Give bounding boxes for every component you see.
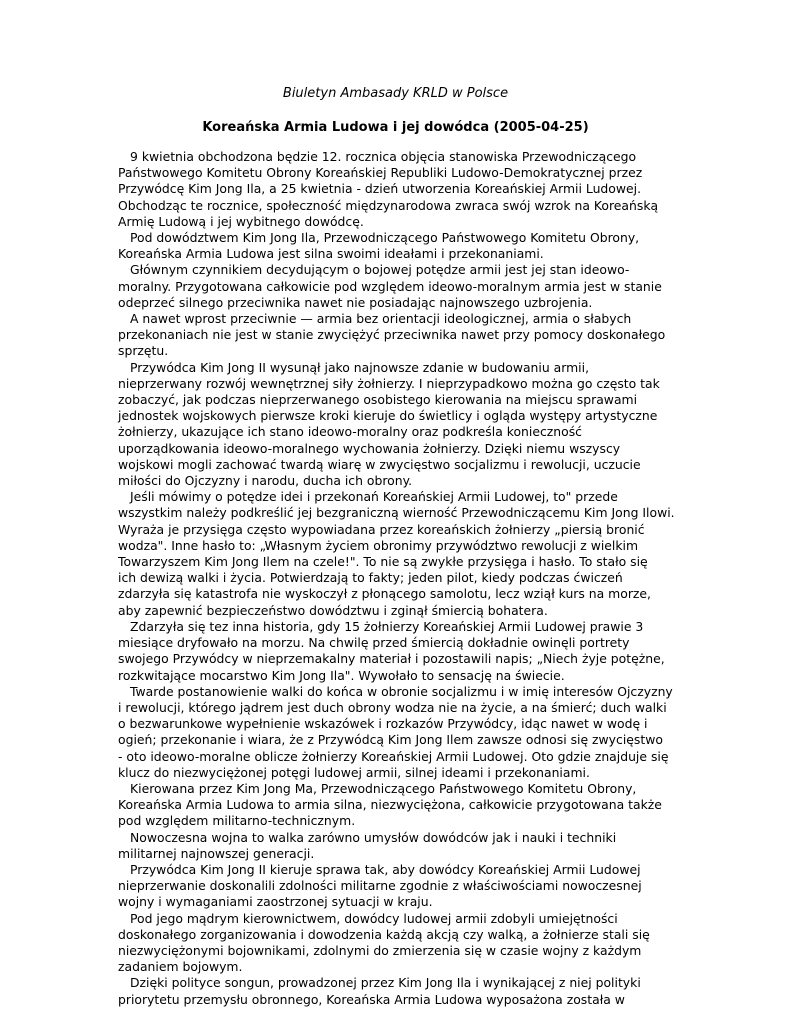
text-line: priorytetu przemysłu obronnego, Koreańska Armia Ludowa wyposażona została w xyxy=(118,991,625,1007)
text-line: klucz do niezwyciężonej potęgi ludowej armii, silnej ideami i przekonaniami. xyxy=(118,764,590,780)
text-line: miłości do Ojczyzny i narodu, ducha ich obrony. xyxy=(118,473,413,489)
text-line: wojny i wymaganiami zaostrzonej sytuacji w kraju. xyxy=(118,894,433,910)
text-line: Przywódca Kim Jong II wysunął jako najnowsze zdanie w budowaniu armii, xyxy=(130,359,590,375)
document-header: Biuletyn Ambasady KRLD w Polsce xyxy=(282,86,509,101)
text-line: swojego Przywódcy w nieprzemakalny materiał i pozostawili napis; „Niech żyje potężne, xyxy=(118,651,665,667)
text-line: - oto ideowo-moralne oblicze żołnierzy Koreańskiej Armii Ludowej. Oto gdzie znajduje się xyxy=(118,748,669,764)
paragraph xyxy=(118,830,686,862)
text-line: Głównym czynnikiem decydującym o bojowej potędze armii jest jej stan ideowo- xyxy=(130,262,630,278)
paragraph xyxy=(118,489,686,619)
text-line: Wyraża je przysięga często wypowiadana przez koreańskich żołnierzy „piersią bronić xyxy=(118,521,645,537)
text-line: uporządkowania ideowo-moralnego wychowania żołnierzy. Dzięki niemu wszyscy xyxy=(118,440,621,456)
text-line: nieprzerwanie doskonalili zdolności militarne zgodnie z właściwościami nowoczesnej xyxy=(118,878,642,894)
text-line: wojskowi mogli zachować twardą wiarę w zwycięstwo socjalizmu i rewolucji, uczucie xyxy=(118,456,641,472)
paragraph xyxy=(118,862,686,911)
text-line: Przywódcę Kim Jong Ila, a 25 kwietnia - dzień utworzenia Koreańskiej Armii Ludowej. xyxy=(118,181,642,197)
text-line: rozkwitające mocarstwo Kim Jong Ila". Wywołało to sensację na świecie. xyxy=(118,667,565,683)
text-line: nieprzerwany rozwój wewnętrznej siły żołnierzy. I nieprzypadkowo można go często tak xyxy=(118,375,660,391)
text-line: i rewolucji, którego jądrem jest duch obrony wodza nie na życie, a na śmierć; duch walki xyxy=(118,699,667,715)
text-line: Koreańska Armia Ludowa jest silna swoimi ideałami i przekonaniami. xyxy=(118,246,544,262)
text-line: Dzięki polityce songun, prowadzonej przez Kim Jong Ila i wynikającej z niej polityki xyxy=(130,975,641,991)
text-line: Kierowana przez Kim Jong Ma, Przewodniczącego Państwowego Komitetu Obrony, xyxy=(130,780,637,796)
paragraph xyxy=(118,262,686,311)
text-line: o bezwarunkowe wypełnienie wskazówek i rozkazów Przywódcy, idąc nawet w wodę i xyxy=(118,716,648,732)
text-line: A nawet wprost przeciwnie — armia bez orientacji ideologicznej, armia o słabych xyxy=(130,311,632,327)
text-line: militarnej najnowszej generacji. xyxy=(118,845,315,861)
text-line: ich dewizą walki i życia. Potwierdzają to fakty; jeden pilot, kiedy podczas ćwiczeń xyxy=(118,570,623,586)
document-title: Koreańska Armia Ludowa i jej dowódca (2005-04-25) xyxy=(202,120,589,135)
text-line: wodza". Inne hasło to: „Własnym życiem obronimy przywództwo rewolucji z wielkim xyxy=(118,537,639,553)
text-line: jednostek wojskowych pierwsze kroki kieruje do świetlicy i ogląda występy artystyczne xyxy=(118,408,658,424)
text-line: Pod dowództwem Kim Jong Ila, Przewodniczącego Państwowego Komitetu Obrony, xyxy=(130,230,640,246)
text-line: Obchodząc te rocznice, społeczność międzynarodowa zwraca swój wzrok na Koreańską xyxy=(118,197,659,213)
text-line: zdarzyła się katastrofa nie wyskoczył z płonącego samolotu, lecz wziął kurs na morze, xyxy=(118,586,651,602)
text-line: odeprzeć silnego przeciwnika nawet nie posiadając najnowszego uzbrojenia. xyxy=(118,294,593,310)
text-line: Twarde postanowienie walki do końca w obronie socjalizmu i w imię interesów Ojczyzny xyxy=(130,683,673,699)
paragraph xyxy=(118,619,686,684)
paragraph xyxy=(118,360,686,490)
document-body xyxy=(118,149,686,1008)
paragraph xyxy=(118,781,686,830)
text-line: Pod jego mądrym kierownictwem, dowódcy ludowej armii zdobyli umiejętności xyxy=(130,910,618,926)
text-line: 9 kwietnia obchodzona będzie 12. rocznica objęcia stanowiska Przewodniczącego xyxy=(130,149,637,164)
paragraph xyxy=(118,684,686,781)
paragraph xyxy=(118,230,686,262)
text-line: Armię Ludową i jej wybitnego dowódcę. xyxy=(118,213,364,229)
text-line: Nowoczesna wojna to walka zarówno umysłów dowódców jak i nauki i techniki xyxy=(130,829,617,845)
text-line: zadaniem bojowym. xyxy=(118,959,243,975)
text-line: Jeśli mówimy o potędze idei i przekonań Koreańskiej Armii Ludowej, to" przede xyxy=(130,489,618,505)
text-line: żołnierzy, ukazujące ich stano ideowo-moralny oraz podkreśla konieczność xyxy=(118,424,582,440)
paragraph xyxy=(118,311,686,360)
text-line: miesiące dryfowało na morzu. Na chwilę przed śmiercią dokładnie owinęli portrety xyxy=(118,635,630,651)
text-line: pod względem militarno-technicznym. xyxy=(118,813,356,829)
text-line: Zdarzyła się tez inna historia, gdy 15 żołnierzy Koreańskiej Armii Ludowej prawie 3 xyxy=(130,618,644,634)
text-line: aby zapewnić bezpieczeństwo dowództwu i zginął śmiercią bohatera. xyxy=(118,602,548,618)
text-line: Przywódca Kim Jong II kieruje sprawa tak, aby dowódcy Koreańskiej Armii Ludowej xyxy=(130,861,641,877)
text-line: wszystkim należy podkreślić jej bezgraniczną wierność Przewodniczącemu Kim Jong Ilowi. xyxy=(118,505,675,521)
paragraph xyxy=(118,975,686,1007)
paragraph xyxy=(118,911,686,976)
text-line: Koreańska Armia Ludowa to armia silna, niezwyciężona, całkowicie przygotowana także xyxy=(118,797,662,813)
text-line: Państwowego Komitetu Obrony Koreańskiej Republiki Ludowo-Demokratycznej przez xyxy=(118,165,643,181)
text-line: Towarzyszem Kim Jong Ilem na czele!". To nie są zwykłe przysięga i hasło. To stało się xyxy=(118,554,648,570)
paragraph xyxy=(118,149,686,230)
text-line: przekonaniach nie jest w stanie zwyciężyć przeciwnika nawet przy pomocy doskonałego xyxy=(118,327,666,343)
text-line: sprzętu. xyxy=(118,343,169,359)
text-line: niezwyciężonymi bojownikami, zdolnymi do zmierzenia się w czasie wojny z każdym xyxy=(118,942,642,958)
text-line: zobaczyć, jak podczas nieprzerwanego osobistego kierowania na miejscu sprawami xyxy=(118,392,638,408)
text-line: moralny. Przygotowana całkowicie pod względem ideowo-moralnym armia jest w stanie xyxy=(118,278,662,294)
text-line: doskonałego zorganizowania i dowodzenia każdą akcją czy walką, a żołnierze stali się xyxy=(118,926,650,942)
text-line: ogień; przekonanie i wiara, że z Przywódcą Kim Jong Ilem zawsze odnosi się zwycięstwo xyxy=(118,732,663,748)
